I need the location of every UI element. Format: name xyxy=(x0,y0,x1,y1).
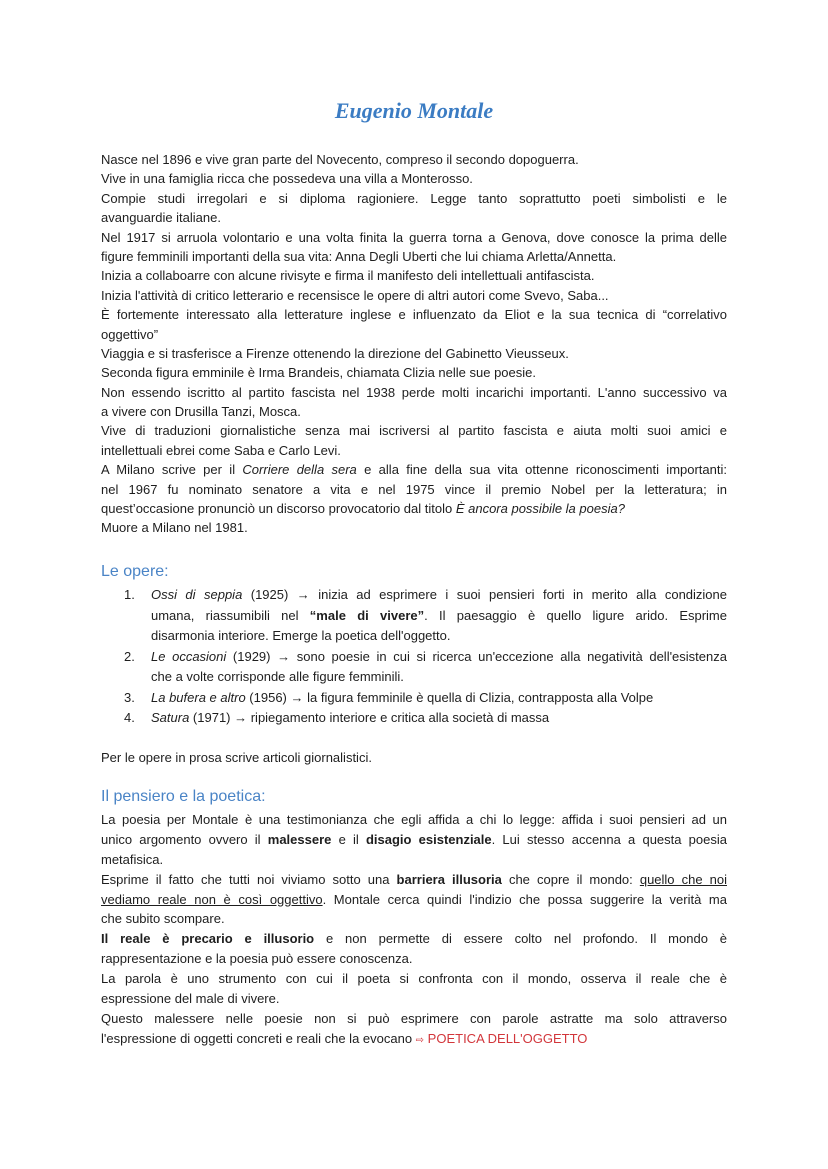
text-segment: quest’occasione pronunciò un discorso provocatorio dal titolo xyxy=(101,501,456,517)
italic-text: È ancora possibile la poesia? xyxy=(455,501,625,517)
text-segment: nel 1967 fu nominato senatore a vita e nel 1975 vince il premio Nobel per la letteratura; in xyxy=(101,481,727,497)
text-line xyxy=(101,363,727,382)
text-segment: La poesia per Montale è una testimonianza che egli affida a chi lo legge: affida i suoi pensieri ad un xyxy=(101,812,727,827)
italic-text: La bufera e altro xyxy=(151,689,246,705)
text-line xyxy=(101,286,727,305)
italic-text: Le occasioni xyxy=(151,648,227,664)
text-line xyxy=(101,383,727,402)
italic-text: Ossi di seppia xyxy=(151,587,243,602)
text-segment: e alla fine della sua vita ottenne riconoscimenti importanti: xyxy=(356,462,727,478)
bold-text: “male di vivere” xyxy=(309,607,425,623)
text-segment: Muore a Milano nel 1981. xyxy=(101,520,248,536)
text-line xyxy=(101,247,727,266)
text-line xyxy=(101,150,727,169)
text-segment: che a volte corrisponde alle figure femminili. xyxy=(151,669,404,684)
text-segment: . Montale cerca quindi l'indizio che possa suggerire la verità ma xyxy=(322,891,727,907)
text-segment: Nasce nel 1896 e vive gran parte del Novecento, compreso il secondo dopoguerra. xyxy=(101,152,579,167)
text-line xyxy=(101,189,727,208)
text-line xyxy=(101,460,727,479)
list-item xyxy=(101,585,727,647)
italic-text: Satura xyxy=(151,710,190,725)
text-segment: Esprime il fatto che tutti noi viviamo sotto una xyxy=(101,871,397,887)
document-title: Eugenio Montale xyxy=(334,98,494,123)
text-segment: . Il paesaggio è quello ligure arido. Esprime xyxy=(424,607,727,623)
text-segment: Inizia a collaboarre con alcune rivisyte e firma il manifesto deli intellettuali antifascista. xyxy=(101,268,595,284)
text-segment: . Lui stesso accenna a questa poesia xyxy=(491,831,727,847)
bold-text: malessere xyxy=(267,831,332,847)
text-line xyxy=(101,325,727,344)
text-line xyxy=(101,890,727,910)
list-number: 3. xyxy=(124,689,135,705)
text-line xyxy=(101,228,727,247)
text-segment: Vive in una famiglia ricca che possedeva una villa a Monterosso. xyxy=(101,171,473,187)
text-line xyxy=(101,518,727,537)
text-segment: Nel 1917 si arruola volontario e una volta finita la guerra torna a Genova, dove conosce la prima delle xyxy=(101,229,727,245)
text-segment: Non essendo iscritto al partito fascista nel 1938 perde molti incarichi importanti. L'anno successivo va xyxy=(101,384,727,400)
text-line xyxy=(101,1009,727,1029)
prose-note: Per le opere in prosa scrive articoli giornalistici. xyxy=(101,750,372,765)
text-segment: Vive di traduzioni giornalistiche senza mai iscriversi al partito fascista e aiuta molti suoi amici e xyxy=(101,423,727,439)
text-segment: (1929) → sono poesie in cui si ricerca un'eccezione alla negatività dell'esistenza xyxy=(226,648,727,664)
text-line xyxy=(151,647,727,668)
text-segment: (1971) → ripiegamento interiore e critica alla società di massa xyxy=(189,710,550,725)
text-line xyxy=(101,480,727,499)
works-heading: Le opere: xyxy=(101,563,169,580)
text-segment: (1956) → la figura femminile è quella di Clizia, contrapposta alla Volpe xyxy=(245,689,654,705)
text-line xyxy=(101,969,727,989)
highlight-text: POETICA DELL'OGGETTO xyxy=(424,1030,588,1046)
text-line xyxy=(101,810,727,830)
list-item xyxy=(101,708,727,729)
arrow-right-icon: ⇨ xyxy=(415,1034,425,1046)
text-segment: a vivere con Drusilla Tanzi, Mosca. xyxy=(101,404,301,420)
text-segment: intellettuali ebrei come Saba e Carlo Levi. xyxy=(101,442,341,458)
list-number: 2. xyxy=(124,648,135,664)
text-line xyxy=(151,626,727,647)
text-segment: umana, riassumibili nel xyxy=(151,607,310,623)
text-segment: e non permette di essere colto nel profondo. Il mondo è xyxy=(314,931,728,947)
bold-text: Il reale è precario e illusorio xyxy=(101,931,315,947)
text-line xyxy=(101,402,727,421)
list-item xyxy=(101,688,727,709)
text-line xyxy=(101,421,727,440)
text-line xyxy=(101,909,727,929)
text-segment: A Milano scrive per il xyxy=(101,462,243,478)
text-line xyxy=(101,344,727,363)
text-segment: espressione del male di vivere. xyxy=(101,991,280,1007)
list-number: 1. xyxy=(124,587,135,602)
text-line xyxy=(151,606,727,627)
text-segment: Seconda figura emminile è Irma Brandeis, chiamata Clizia nelle sue poesie. xyxy=(101,365,536,381)
text-segment: Compie studi irregolari e si diploma ragioniere. Legge tanto soprattutto poeti simbolisti e le xyxy=(101,190,727,206)
text-segment: metafisica. xyxy=(101,851,164,867)
text-line xyxy=(151,667,727,688)
text-segment: La parola è uno strumento con cui il poeta si confronta con il mondo, osserva il reale che è xyxy=(101,971,727,987)
text-line xyxy=(101,830,727,850)
text-segment: Inizia l'attività di critico letterario e recensisce le opere di altri autori come Svevo, Saba... xyxy=(101,287,609,303)
text-segment: (1925) → inizia ad esprimere i suoi pensieri forti in merito alla condizione xyxy=(242,587,727,602)
text-segment: oggettivo” xyxy=(101,326,159,342)
text-line xyxy=(101,499,727,518)
text-line xyxy=(101,208,727,227)
underlined-text: vediamo reale non è così oggettivo xyxy=(101,891,323,907)
list-item xyxy=(101,647,727,688)
biography-section xyxy=(101,150,727,538)
thought-section xyxy=(101,810,727,1049)
italic-text: Corriere della sera xyxy=(242,462,357,478)
text-segment: È fortemente interessato alla letterature inglese e influenzato da Eliot e la sua tecnica di “correlativo xyxy=(101,307,727,323)
text-line xyxy=(101,1029,727,1049)
text-segment: unico argomento ovvero il xyxy=(101,831,268,847)
text-segment: disarmonia interiore. Emerge la poetica dell'oggetto. xyxy=(151,628,451,643)
text-line xyxy=(101,305,727,324)
text-segment: Viaggia e si trasferisce a Firenze ottenendo la direzione del Gabinetto Vieusseux. xyxy=(101,345,569,361)
works-list xyxy=(101,585,727,729)
bold-text: disagio esistenziale xyxy=(365,831,492,847)
text-line xyxy=(101,441,727,460)
text-line xyxy=(151,708,727,729)
text-segment: che copre il mondo: xyxy=(501,871,640,887)
text-line xyxy=(101,850,727,870)
text-segment: l'espressione di oggetti concreti e reali che la evocano xyxy=(101,1030,416,1046)
underlined-text: quello che noi xyxy=(639,871,727,887)
text-segment: e il xyxy=(331,831,366,847)
text-line xyxy=(101,266,727,285)
thought-heading: Il pensiero e la poetica: xyxy=(101,788,266,805)
text-line xyxy=(101,949,727,969)
text-segment: figure femminili importanti della sua vita: Anna Degli Uberti che lui chiama Arletta/Annetta. xyxy=(101,248,617,264)
text-line xyxy=(101,989,727,1009)
text-segment: Questo malessere nelle poesie non si può esprimere con parole astratte ma solo attraverso xyxy=(101,1010,727,1026)
text-line xyxy=(101,929,727,949)
text-line xyxy=(151,585,727,606)
list-number: 4. xyxy=(124,710,135,725)
text-line xyxy=(101,870,727,890)
text-line xyxy=(101,169,727,188)
text-segment: che subito scompare. xyxy=(101,911,225,927)
bold-text: barriera illusoria xyxy=(396,871,502,887)
text-segment: avanguardie italiane. xyxy=(101,210,221,226)
text-segment: rappresentazione e la poesia può essere conoscenza. xyxy=(101,951,413,967)
text-line xyxy=(151,688,727,709)
